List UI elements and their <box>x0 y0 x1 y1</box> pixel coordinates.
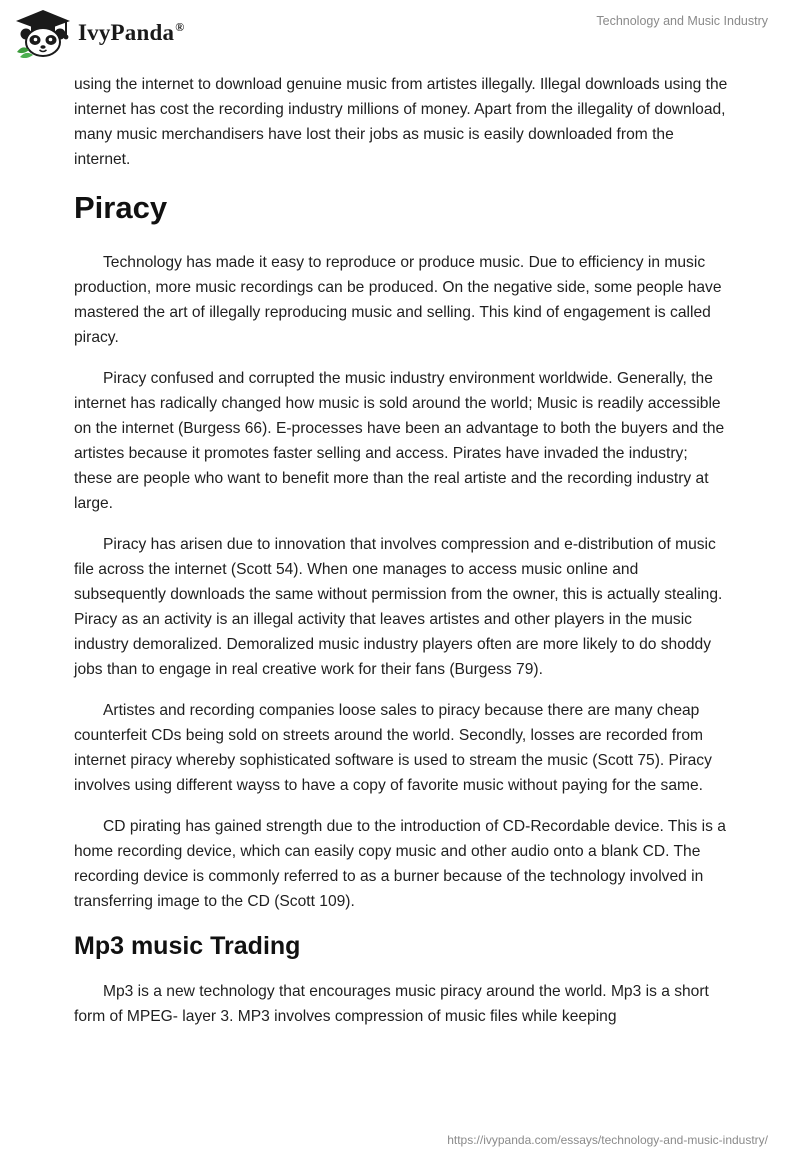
source-url[interactable]: https://ivypanda.com/essays/technology-and-music-industry/ <box>447 1133 768 1147</box>
section-heading-mp3-trading: Mp3 music Trading <box>74 932 301 960</box>
paragraph: Mp3 is a new technology that encourages music piracy around the world. Mp3 is a short form of MPEG- layer 3. MP3 involves compression of music files while keeping <box>74 983 709 1025</box>
intro-paragraph: using the internet to download genuine music from artistes illegally. Illegal downloads using the internet has cost the recording industry millions of money. Apart from the illegality of download, many music merchandisers have lost their jobs as music is easily downloaded from the internet. <box>74 76 728 168</box>
panda-logo-icon <box>14 8 72 58</box>
paragraph: Piracy confused and corrupted the music industry environment worldwide. Generally, the internet has radically changed how music is sold around the world; Music is readily accessible on the internet (Burgess 66). E-processes have been an advantage to both the buyers and the artistes because it promotes faster selling and access. Pirates have invaded the industry; these are people who want to benefit more than the real artiste and the recording industry at large. <box>74 370 725 512</box>
essay-content <box>74 72 728 1045</box>
paragraph: CD pirating has gained strength due to the introduction of CD-Recordable device. This is a home recording device, which can easily copy music and other audio onto a blank CD. The recording device is commonly referred to as a burner because of the technology involved in transferring image to the CD (Scott 109). <box>74 818 726 910</box>
section-heading-piracy: Piracy <box>74 190 168 225</box>
paragraph: Technology has made it easy to reproduce or produce music. Due to efficiency in music production, more music recordings can be produced. On the negative side, some people have mastered the art of illegally reproducing music and selling. This kind of engagement is called piracy. <box>74 254 722 346</box>
paragraph: Piracy has arisen due to innovation that involves compression and e-distribution of music file across the internet (Scott 54). When one manages to access music online and subsequently downloads the same without permission from the owner, this is actually stealing. Piracy as an activity is an illegal activity that leaves artistes and other players in the music industry demoralized. Demoralized music industry players often are more likely to do shoddy jobs than to engage in real creative work for their fans (Burgess 79). <box>74 536 723 678</box>
brand-name: IvyPanda® <box>78 20 185 45</box>
document-title: Technology and Music Industry <box>596 14 768 28</box>
brand-logo[interactable] <box>14 8 184 58</box>
paragraph: Artistes and recording companies loose sales to piracy because there are many cheap counterfeit CDs being sold on streets around the world. Secondly, losses are recorded from internet piracy whereby sophisticated software is used to stream the music (Scott 75). Piracy involves using different wayss to have a copy of favorite music without paying for the same. <box>74 702 712 794</box>
